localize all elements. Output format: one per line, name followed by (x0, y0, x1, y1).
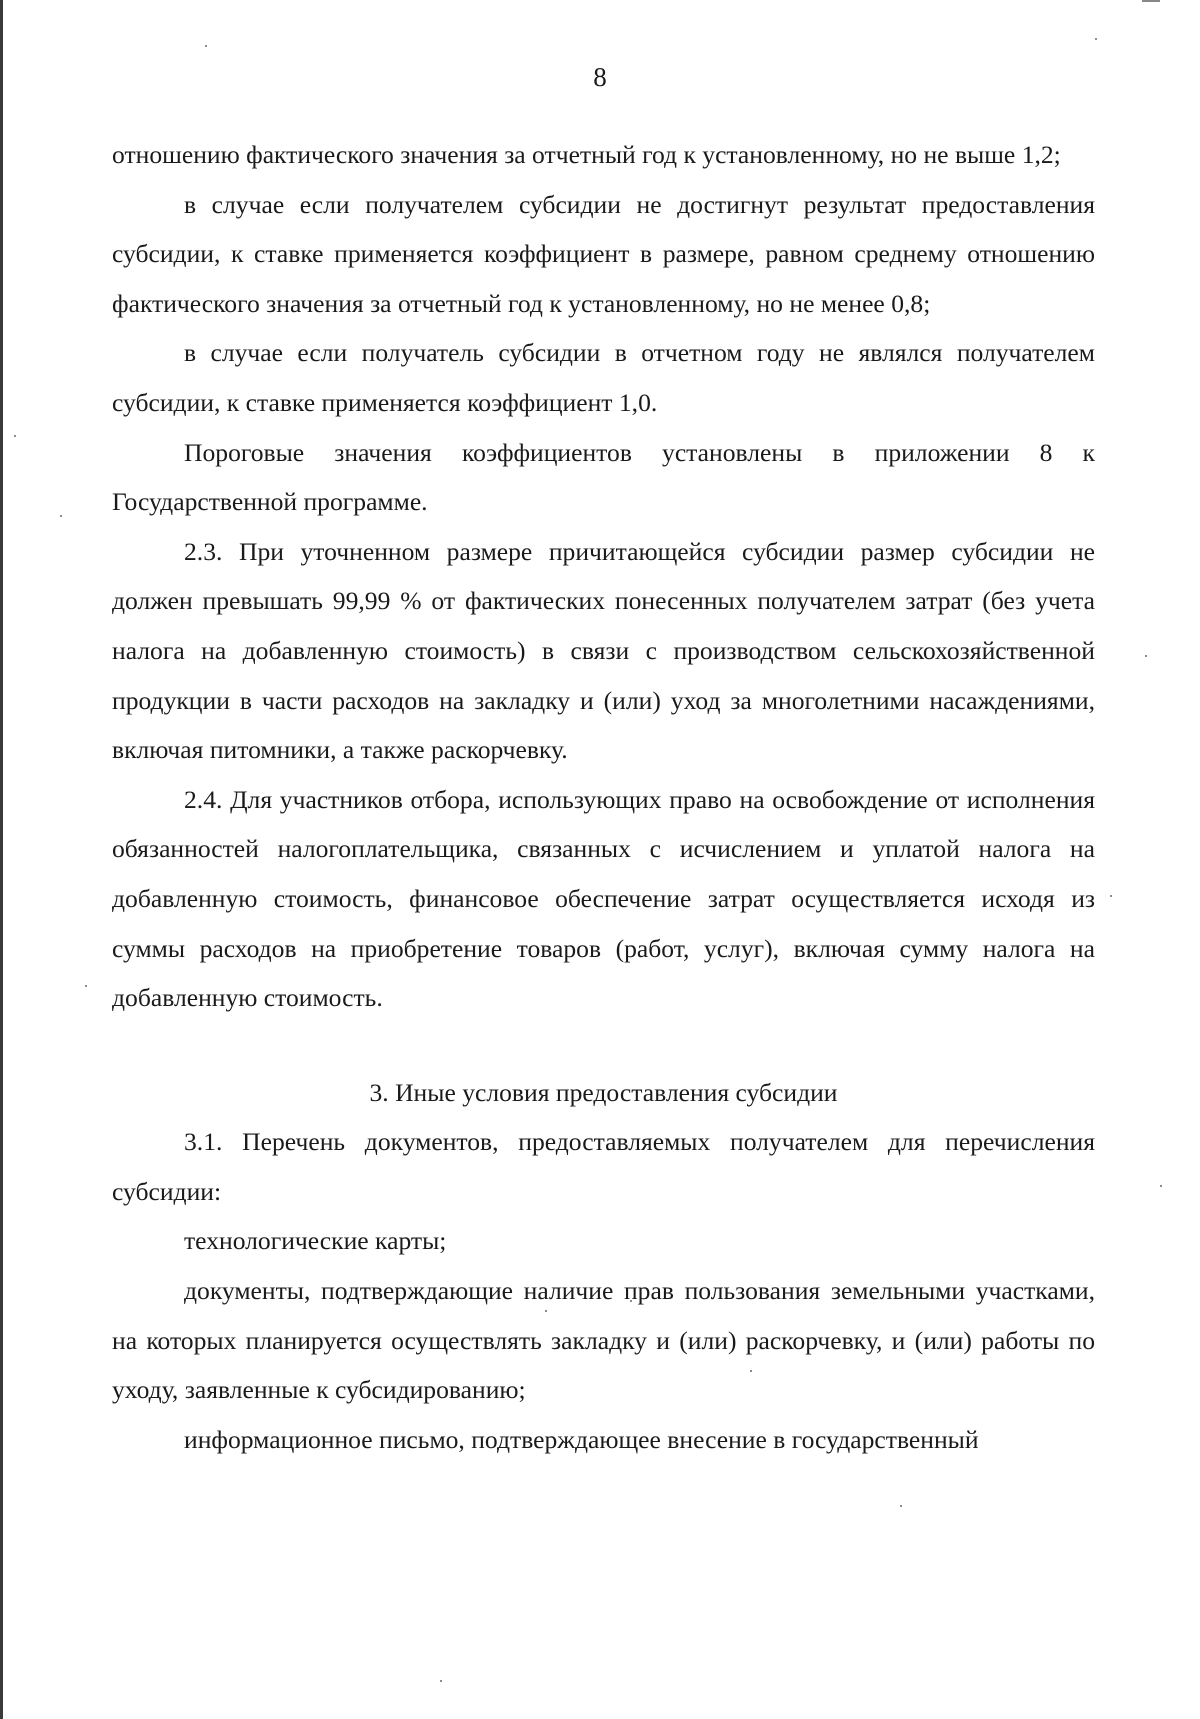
document-body (112, 130, 1095, 1464)
paragraph: информационное письмо, подтверждающее внесение в государственный (184, 1424, 979, 1454)
scan-speck (440, 1680, 442, 1682)
scan-speck (14, 435, 16, 437)
scan-speck (205, 45, 207, 47)
scan-edge (0, 0, 3, 1719)
scan-speck (1095, 38, 1097, 40)
paragraph: в случае если получателем субсидии не достигнут результат предоставления субсидии, к ставке применяется коэффициент в размере, равном среднему отношению фактического значения за отчетный год к установленному, но не менее 0,8; (112, 189, 1095, 318)
scan-speck (1110, 895, 1112, 897)
paragraph: Пороговые значения коэффициентов установлены в приложении 8 к Государственной программе. (112, 437, 1095, 517)
paragraph: документы, подтверждающие наличие прав пользования земельными участками, на которых планируется осуществлять закладку и (или) раскорчевку, и (или) работы по уходу, заявленные к субсидированию; (112, 1276, 1095, 1405)
scan-speck (60, 515, 62, 517)
paragraph: 2.4. Для участников отбора, использующих право на освобождение от исполнения обязанностей налогоплательщика, связанных с исчислением и уплатой налога на добавленную стоимость, финансовое обеспечение затрат осуществляется исходя из суммы расходов на приобретение товаров (работ, услуг), включая сумму налога на добавленную стоимость. (112, 784, 1095, 1013)
scan-mark (1142, 0, 1160, 2)
section-heading: 3. Иные условия предоставления субсидии (369, 1077, 838, 1107)
paragraph: 2.3. При уточненном размере причитающейся субсидии размер субсидии не должен превышать 99,99 % от фактических понесенных получателем затрат (без учета налога на добавленную стоимость) в связи с производством сельскохозяйственной продукции в части расходов на закладку и (или) уход за многолетними насаждениями, включая питомники, а также раскорчевку. (112, 536, 1095, 765)
page-number: 8 (593, 62, 607, 92)
scan-speck (85, 985, 87, 987)
scan-speck (900, 1505, 902, 1507)
paragraph: 3.1. Перечень документов, предоставляемых получателем для перечисления субсидии: (112, 1127, 1095, 1206)
scan-speck (1160, 1185, 1162, 1187)
paragraph: отношению фактического значения за отчетный год к установленному, но не выше 1,2; (112, 140, 1061, 169)
scan-speck (1145, 655, 1147, 657)
paragraph: технологические карты; (184, 1226, 447, 1256)
paragraph: в случае если получатель субсидии в отчетном году не являлся получателем субсидии, к ставке применяется коэффициент 1,0. (112, 338, 1095, 417)
